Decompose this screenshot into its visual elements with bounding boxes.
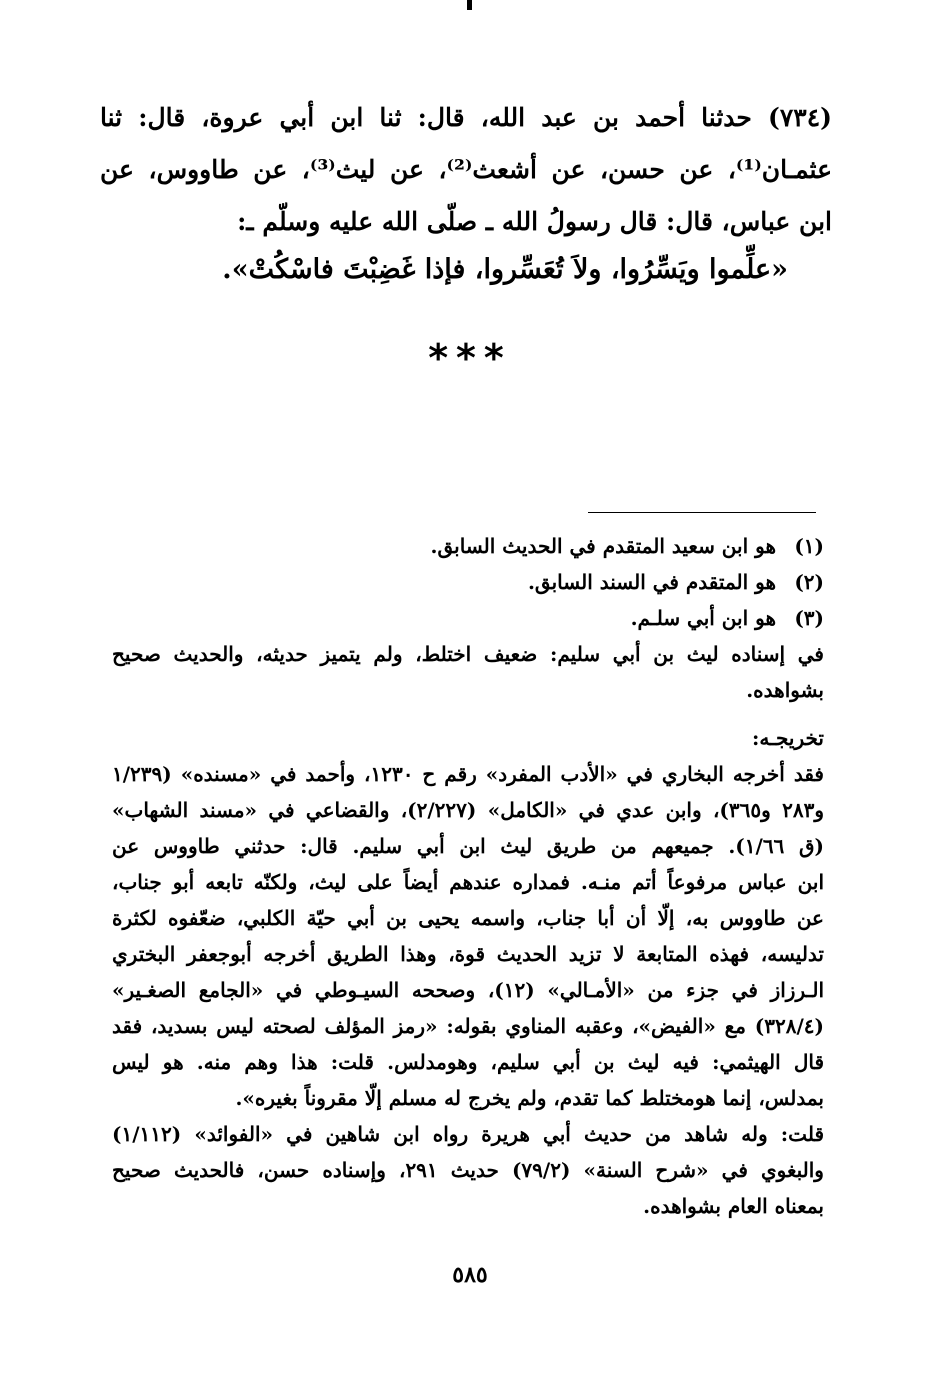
takhrij-line: ابن عباس مرفوعاً أتم منـه. فمداره عندهم أيضاً على ليث، ولكنّه تابعه أبو جناب، <box>112 870 824 894</box>
footnote-number: (١) <box>794 534 824 558</box>
footnote-number: (٢) <box>794 570 824 594</box>
takhrij-line: الـرزاز في جزء من «الأمـالي» (١٢)، وصححه السيـوطي في «الجامع الصغـير» <box>112 978 824 1002</box>
takhrij-line: و٢٨٣ و٣٦٥)، وابن عدي في «الكامل» (٢/٢٢٧)، والقضاعي في «مسند الشهاب» <box>112 798 824 822</box>
closing-line: بمعناه العام بشواهده. <box>643 1194 824 1218</box>
hadith-line: ابن عباس، قال: قال رسولُ الله ـ صلّى الله عليه وسلّم ـ: <box>237 207 832 236</box>
isnad-note: في إسناده ليث بن أبي سليم: ضعيف اختلط، ولم يتميز حديثه، والحديث صحيح بشواهده. <box>112 642 824 702</box>
footnotes-section <box>112 528 824 1224</box>
closing-line: والبغوي في «شرح السنة» (٧٩/٢) حديث ٢٩١، وإسناده حسن، فالحديث صحيح <box>112 1158 824 1182</box>
takhrij-line: عن طاووس به، إلّا أن أبا جناب، واسمه يحيى بن أبي حيّة الكلبي، ضعّفوه لكثرة <box>112 906 824 930</box>
footnote-text: هو المتقدم في السند السابق. <box>527 570 776 594</box>
footnote-text: هو ابن أبي سلـم. <box>630 606 776 630</box>
top-edge-mark <box>467 0 472 10</box>
footnote-number: (٣) <box>794 606 824 630</box>
footnote-rule <box>588 512 816 513</box>
footnote-2 <box>112 564 824 600</box>
page-number: ٥٨٥ <box>452 1262 488 1288</box>
hadith-line: عثمـان⁽¹⁾، عن حسن، عن أشعث⁽²⁾، عن ليث⁽³⁾، عن طاووس، عن <box>100 155 832 184</box>
takhrij-line: فقد أخرجه البخاري في «الأدب المفرد» رقم ح ١٢٣٠، وأحمد في «مسنده» (١/٢٣٩ <box>112 762 824 786</box>
hadith-text <box>100 92 832 248</box>
takhrij-line: (ق ١/٦٦). جميعهم من طريق ليث ابن أبي سليم. قال: حدثني طاووس عن <box>112 834 824 858</box>
section-separator: *** <box>428 336 512 380</box>
hadith-line: (٧٣٤) حدثنا أحمد بن عبد الله، قال: ثنا ابن أبي عروة، قال: ثنا <box>100 103 832 132</box>
takhrij-body <box>112 756 824 1224</box>
footnote-text: هو ابن سعيد المتقدم في الحديث السابق. <box>430 534 776 558</box>
hadith-matn: «علِّموا ويَسِّرُوا، ولاَ تُعَسِّروا، فإذا غَضِبْتَ فاسْكُتْ». <box>222 254 788 285</box>
footnote-1 <box>112 528 824 564</box>
takhrij-line: بمدلس، إنما هومختلط كما تقدم، ولم يخرج له مسلم إلّا مقروناً بغيره». <box>235 1086 824 1110</box>
footnote-3 <box>112 600 824 636</box>
takhrij-line: تدليسه، فهذه المتابعة لا تزيد الحديث قوة، وهذا الطريق أخرجه أبوجعفر البختري <box>112 942 824 966</box>
takhrij-line: قال الهيثمي: فيه ليث بن أبي سليم، وهومدلس. قلت: هذا وهم منه. هو ليس <box>112 1050 824 1074</box>
takhrij-line: (٣٢٨/٤) مع «الفيض»، وعقبه المناوي بقوله: «رمز المؤلف لصحته ليس بسديد، فقد <box>112 1014 824 1038</box>
takhrij-heading: تخريجـه: <box>752 726 824 750</box>
closing-line: قلت: وله شاهد من حديث أبي هريرة رواه ابن شاهين في «الفوائد» (١/١١٢) <box>112 1122 824 1146</box>
